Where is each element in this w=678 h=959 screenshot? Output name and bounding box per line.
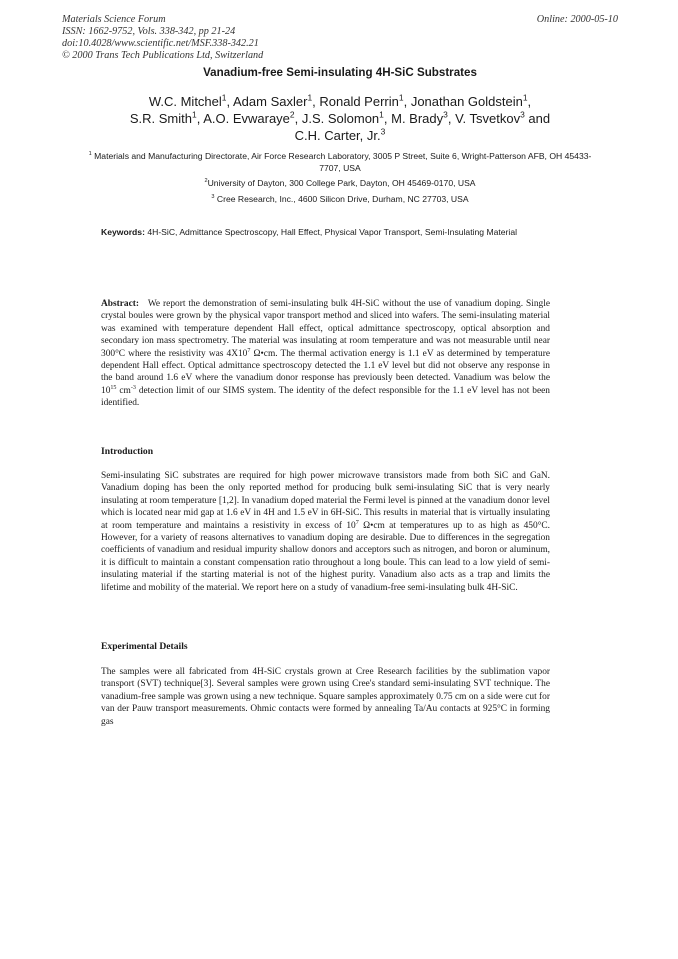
online-date: Online: 2000-05-10 xyxy=(536,14,618,25)
author-name: Jonathan Goldstein xyxy=(410,94,523,109)
author-list: W.C. Mitchel$^1$, Adam Saxler$^1$, Ronald Perrin$^1$, Jonathan Goldstein$^1$, S.R. Smith$^1$, A.O. Evwaraye$^2$, J.S. Solomon$^1$, M. Brady$^3$, V. Tsvetkov$^3$ and C.H. Carter, Jr.$^3$ xyxy=(129,92,551,143)
paper-title: Vanadium-free Semi-insulating 4H-SiC Substrates xyxy=(203,66,477,79)
journal-header xyxy=(62,14,618,62)
experimental-heading: Experimental Details xyxy=(101,641,188,652)
doi-line: doi:10.4028/www.scientific.net/MSF.338-342.21 xyxy=(62,38,259,49)
keywords-label: Keywords: xyxy=(101,227,145,237)
author-name: M. Brady xyxy=(391,111,444,126)
author-affiliation-marker: 1 xyxy=(522,92,528,103)
keywords-text: 4H-SiC, Admittance Spectroscopy, Hall Effect, Physical Vapor Transport, Semi-Insulating Material xyxy=(147,227,518,237)
author-name: Ronald Perrin xyxy=(319,94,399,109)
affiliation-2: $^2$University of Dayton, 300 College Park, Dayton, OH 45469-0170, USA xyxy=(204,178,476,188)
journal-name: Materials Science Forum xyxy=(62,14,166,25)
author-affiliation-marker: 3 xyxy=(380,126,386,137)
author-affiliation-marker: 2 xyxy=(289,109,295,120)
author-affiliation-marker: 1 xyxy=(398,92,404,103)
abstract-label: Abstract: xyxy=(101,299,140,309)
affiliation-3: $^3$ Cree Research, Inc., 4600 Silicon Drive, Durham, NC 27703, USA xyxy=(211,194,469,204)
author-affiliation-marker: 1 xyxy=(191,109,197,120)
author-name: V. Tsvetkov xyxy=(455,111,521,126)
author-name: C.H. Carter, Jr. xyxy=(294,128,381,143)
author-affiliation-marker: 1 xyxy=(221,92,227,103)
author-name: J.S. Solomon xyxy=(301,111,380,126)
introduction-heading: Introduction xyxy=(101,446,154,457)
keywords xyxy=(101,226,531,238)
introduction-body: Semi-insulating SiC substrates are required for high power microwave transistors made from both SiC and GaN. Vanadium doping has been the only reported method for producing bulk semi-insulating SiC that is very nearly insulating at room temperature [1,2]. In vanadium doped material the Fermi level is pinned at the vanadium donor level which is located near mid gap at 1.6 eV in 4H and 1.5 eV in 6H-SiC. This results in material that is virtually insulating at room temperature and maintains a resistivity in excess of $10^7$ Ω•cm at temperatures up to as high as 450°C. However, for a variety of reasons alternatives to vanadium doping are desirable. Due to differences in the segregation coefficients of vanadium and residual impurity shallow donors and acceptors such as nitrogen, and boron or aluminum, it is difficult to maintain a constant compensation ratio throughout a long boule. This can lead to a low yield of semi-insulating material if the starting material is not of the highest purity. Vanadium also acts as a trap and limits the lifetime and mobility of the material. We report here on a study of vanadium-free semi-insulating bulk 4H-SiC. xyxy=(101,471,550,593)
author-affiliation-marker: 3 xyxy=(520,109,525,120)
abstract: Abstract: We report the demonstration of semi-insulating bulk 4H-SiC without the use of vanadium doping. Single crystal boules were grown by the physical vapor transport method and sliced into wafers. The semi-insulating material was examined with temperature dependent Hall effect, optical admittance spectroscopy, optical absorption and secondary ion mass spectrometry. The material was insulating at room temperature and was not measurable until near 300°C where the resistivity was $4X10^7$ Ω•cm. The thermal activation energy is 1.1 eV as determined by temperature dependent Hall effect. Optical admittance spectroscopy detected the 1.1 eV level but did not observe any response in the band around 1.6 eV where the vanadium donor response has previously been detected. Vanadium was below the $10^{15}$ $cm^{-3}$ detection limit of our SIMS system. The identity of the defect responsible for the 1.1 eV level has not been identified. xyxy=(101,299,550,409)
author-affiliation-marker: 1 xyxy=(379,109,384,120)
author-name: Adam Saxler xyxy=(233,94,308,109)
author-affiliation-marker: 1 xyxy=(307,92,313,103)
affiliation-1: $^1$ Materials and Manufacturing Directorate, Air Force Research Laboratory, 3005 P Street, Suite 6, Wright-Patterson AFB, OH 45433-7707, USA xyxy=(88,151,592,173)
issn-line: ISSN: 1662-9752, Vols. 338-342, pp 21-24 xyxy=(62,26,236,37)
author-name: S.R. Smith xyxy=(129,111,192,126)
author-name: A.O. Evwaraye xyxy=(203,111,290,126)
author-name: W.C. Mitchel xyxy=(148,94,222,109)
author-affiliation-marker: 3 xyxy=(443,109,448,120)
experimental-body: The samples were all fabricated from 4H-SiC crystals grown at Cree Research facilities by the sublimation vapor transport (SVT) technique[3]. Several samples were grown using Cree's standard semi-insulating SVT technique. The vanadium-free sample was grown using a new technique. Square samples approximately 0.75 cm on a side were cut for van der Pauw transport measurements. Ohmic contacts were formed by annealing Ta/Au contacts at 925°C in forming gas xyxy=(101,667,550,727)
copyright-line: © 2000 Trans Tech Publications Ltd, Switzerland xyxy=(62,50,264,61)
